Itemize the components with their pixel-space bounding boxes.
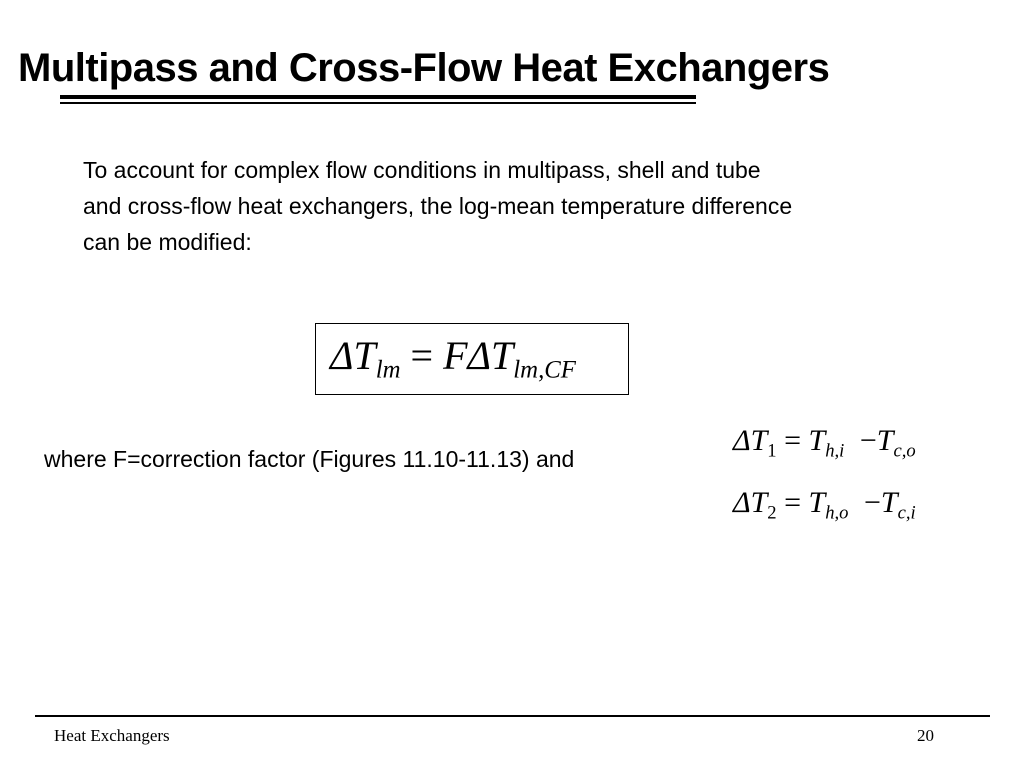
- delta-t1-term2-subscript: c,o: [893, 440, 916, 462]
- title-underline-thick: [60, 95, 696, 99]
- main-eq-rhs-subscript: lm,CF: [513, 356, 576, 384]
- delta-t1-term1-subscript: h,i: [825, 440, 845, 462]
- slide-title: Multipass and Cross-Flow Heat Exchangers: [18, 46, 830, 90]
- intro-line-1: To account for complex flow conditions in multipass, shell and tube: [83, 157, 761, 183]
- delta-t2-term2-subscript: c,i: [897, 502, 916, 524]
- main-eq-rhs: FΔT: [443, 333, 514, 378]
- delta-t1-minus: −: [859, 424, 877, 457]
- main-eq-lhs: ΔT: [330, 333, 376, 378]
- page-number: 20: [917, 726, 934, 745]
- footer-rule: [35, 715, 990, 717]
- delta-t2-term1-subscript: h,o: [825, 502, 849, 524]
- title-underline-thin: [60, 102, 696, 104]
- delta-t1-term2: T: [876, 424, 894, 457]
- main-eq-lhs-subscript: lm: [375, 356, 401, 384]
- intro-line-3: can be modified:: [83, 229, 252, 255]
- delta-t1-term1: T: [808, 424, 826, 457]
- delta-t1-equals: =: [784, 424, 802, 457]
- delta-t2-equation: [733, 486, 916, 524]
- main-equation-box: [315, 323, 629, 395]
- delta-t2-minus: −: [863, 486, 881, 519]
- delta-t2-term2: T: [880, 486, 898, 519]
- intro-paragraph: [83, 152, 983, 260]
- delta-t2-term1: T: [808, 486, 826, 519]
- intro-line-2: and cross-flow heat exchangers, the log-mean temperature difference: [83, 193, 793, 219]
- footer-title: Heat Exchangers: [54, 726, 170, 745]
- delta-t2-lhs: ΔT: [733, 486, 768, 519]
- delta-t1-lhs-subscript: 1: [767, 440, 777, 462]
- delta-t1-equation: [733, 424, 916, 462]
- where-text: where F=correction factor (Figures 11.10-11.13) and: [44, 446, 575, 472]
- delta-t2-lhs-subscript: 2: [767, 502, 777, 524]
- main-eq-equals: =: [410, 333, 434, 378]
- delta-t1-lhs: ΔT: [733, 424, 768, 457]
- delta-t2-equals: =: [784, 486, 802, 519]
- main-equation: [330, 333, 576, 384]
